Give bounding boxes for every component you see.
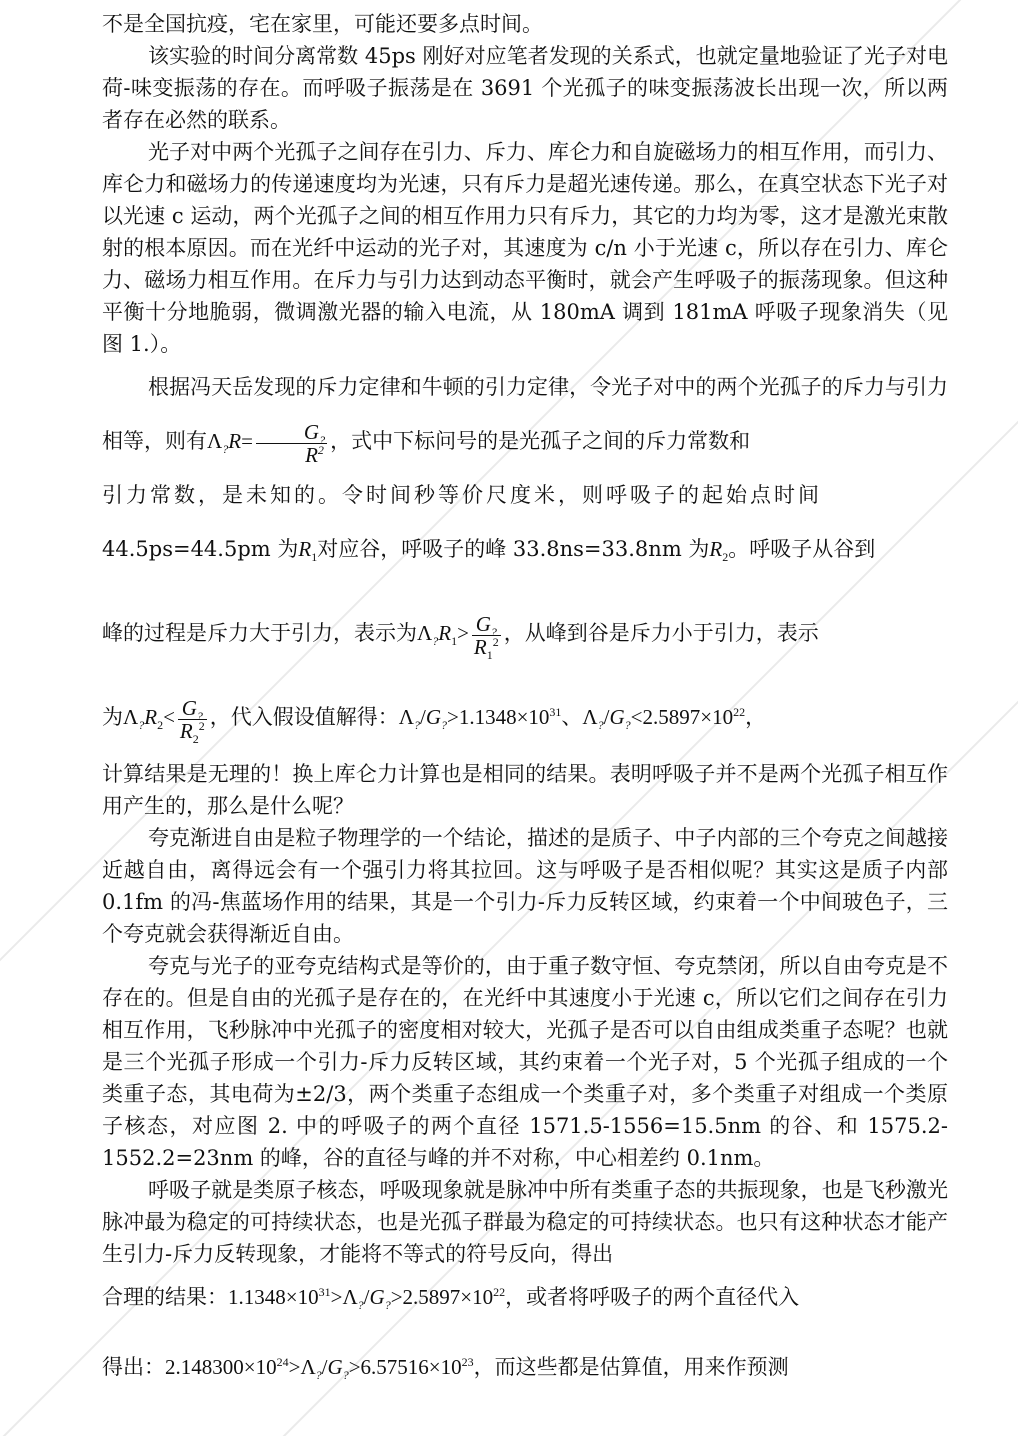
paragraph-8-cont2: 得出：$2.148300\times 10^{24}>\Lambda_?/G_?>6.57516\times 10^{23}$，而这些都是估算值，用来作预测 (102, 1355, 789, 1383)
symbol-r1: $R_1$ (298, 537, 318, 565)
result-3: $1.1348\times 10^{31}>\Lambda_?/G_?>2.5897\times 10^{22}$ (228, 1285, 506, 1313)
paragraph-3: 光子对中两个光孤子之间存在引力、斥力、库仑力和自旋磁场力的相互作用，而引力、库仑力和磁场力的传递速度均为光速，只有斥力是超光速传递。那么，在真空状态下光子对以光速 c 运动，两个光孤子之间的相互作用力只有斥力，其它的力均为零，这才是激光束散射的根本原因。而在光纤中运动的光子对，其速度为 c/n 小于光速 c，所以存在引力、库仑力、磁场力相互作用。在斥力与引力达到动态平衡时，就会产生呼吸子的振荡现象。但这种平衡十分地脆弱，微调激光器的输入电流，从 180mA 调到 181mA 呼吸子现象消失（见图 1.）。 (102, 140, 948, 356)
text-segment: 根据冯天岳发现的斥力定律和牛顿的引力定律，令光子对中的两个光孤子的斥力与引力相等，则有 (102, 375, 948, 453)
symbol-r2: $R_2$ (709, 537, 729, 565)
formula-equality: $\Lambda_?R=$ $\frac{G_?}{R^2}$ (207, 419, 326, 467)
paragraph-7: 夸克与光子的亚夸克结构式是等价的，由于重子数守恒、夸克禁闭，所以自由夸克是不存在的。但是自由的光孤子是存在的，在光纤中其速度小于光速 c，所以它们之间存在引力相互作用，飞秒脉冲中光孤子的密度相对较大，光孤子是否可以自由组成类重子态呢？也就是三个光孤子形成一个引力-斥力反转区域，其约束着一个光子对，5 个光孤子组成的一个类重子态，其电荷为±2/3，两个类重子态组成一个类重子对，多个类重子对组成一个类原子核态，对应图 2. 中的呼吸子的两个直径 1571.5-1556=15.5nm 的谷、和 1575.2-1552.2=23nm 的峰，谷的直径与峰的并不对称，中心相差约 0.1nm。 (102, 954, 948, 1170)
text-segment: ，式中下标问号的是光孤子之间的斥力常数和 (330, 429, 751, 453)
paragraph-8-cont: 合理的结果：$1.1348\times 10^{31}>\Lambda_?/G_?>2.5897\times 10^{22}$，或者将呼吸子的两个直径代入 (102, 1285, 800, 1313)
result-4: $2.148300\times 10^{24}>\Lambda_?/G_?>6.57516\times 10^{23}$ (165, 1355, 474, 1383)
paragraph-8: 呼吸子就是类原子核态，呼吸现象就是脉冲中所有类重子态的共振现象，也是飞秒激光脉冲最为稳定的可持续状态，也是光孤子群最为稳定的可持续状态。也只有这种状态才能产生引力-斥力反转现象，才能将不等式的符号反向，得出 (102, 1178, 948, 1266)
paragraph-4-cont: 引力常数，是未知的。令时间秒等价尺度米，则呼吸子的起始点时间 (102, 483, 822, 507)
paragraph-4-cont4: 为$\Lambda_?R_2<$ $\frac{G_?}{R_2^2}$ ，代入假设值解得：$\Lambda_?/G_?>1.1348\times 10^{31}$、$\Lambda_?/G_?<2.5897\times 10^{22}$， (102, 695, 767, 746)
result-1: $\Lambda_?/G_?>1.1348\times 10^{31}$ (398, 705, 562, 733)
spacer (102, 1324, 948, 1340)
document-body (102, 8, 948, 1394)
paragraph-4 (102, 360, 948, 468)
paragraph-1: 不是全国抗疫，宅在家里，可能还要多点时间。 (102, 12, 543, 36)
spacer (102, 744, 948, 758)
formula-inequality-1: $\Lambda_?R_1>$ $\frac{G_?}{R_1^2}$ (417, 611, 499, 662)
paragraph-4-cont2: 44.5ps=44.5pm 为$R_1$对应谷，呼吸子的峰 33.8ns=33.8nm 为$R_2$。呼吸子从谷到 (102, 537, 876, 565)
result-2: $\Lambda_?/G_?<2.5897\times 10^{22}$ (582, 705, 746, 733)
spacer (102, 576, 948, 606)
paragraph-4-cont3: 峰的过程是斥力大于引力，表示为$\Lambda_?R_1>$ $\frac{G_?}{R_1^2}$ ，从峰到谷是斥力小于引力，表示 (102, 611, 819, 662)
paragraph-6: 夸克渐进自由是粒子物理学的一个结论，描述的是质子、中子内部的三个夸克之间越接近越自由，离得远会有一个强引力将其拉回。这与呼吸子是否相似呢？其实这是质子内部 0.1fm 的冯-焦蓝场作用的结果，其是一个引力-斥力反转区域，约束着一个中间玻色子，三个夸克就会获得渐近自由。 (102, 826, 948, 946)
formula-inequality-2: $\Lambda_?R_2<$ $\frac{G_?}{R_2^2}$ (123, 695, 205, 746)
paragraph-2: 该实验的时间分离常数 45ps 刚好对应笔者发现的关系式，也就定量地验证了光子对电荷-味变振荡的存在。而呼吸子振荡是在 3691 个光孤子的味变振荡波长出现一次，所以两者存在必然的联系。 (102, 44, 948, 132)
spacer (102, 660, 948, 690)
paragraph-5: 计算结果是无理的！换上库仑力计算也是相同的结果。表明呼吸子并不是两个光孤子相互作用产生的，那么是什么呢？ (102, 762, 948, 818)
